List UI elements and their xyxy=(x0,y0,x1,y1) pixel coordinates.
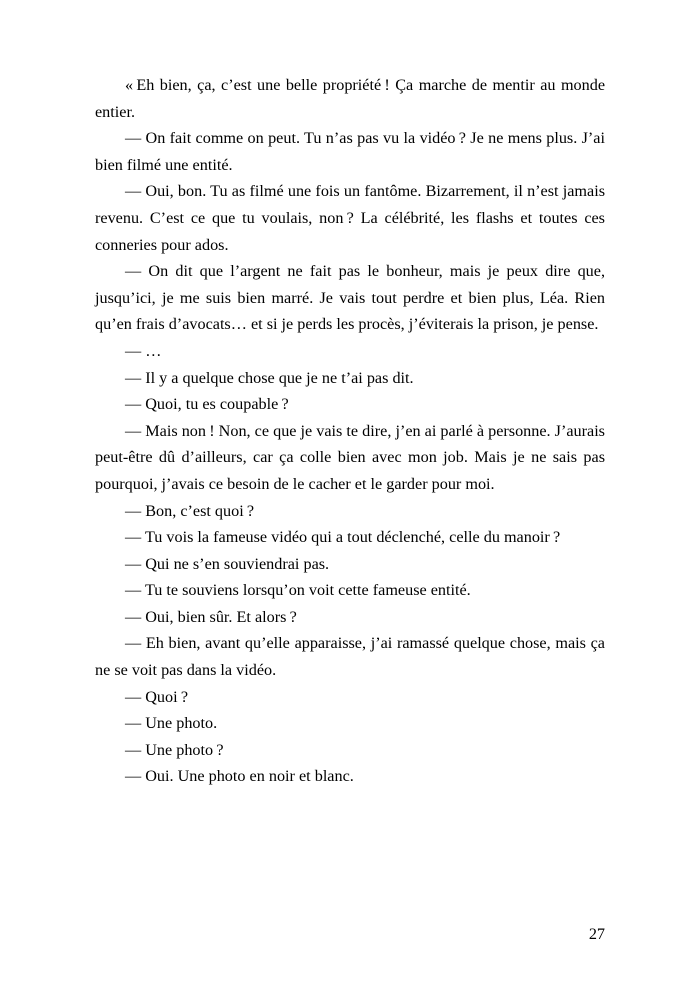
paragraph: — … xyxy=(125,341,162,360)
page-number: 27 xyxy=(588,925,605,943)
paragraph: — Quoi, tu es coupable ? xyxy=(125,395,289,414)
paragraph: — Oui, bien sûr. Et alors ? xyxy=(125,607,297,626)
paragraph: — Eh bien, avant qu’elle apparaisse, j’ai ramassé quelque chose, mais ça ne se voit pas dans la vidéo. xyxy=(95,634,605,680)
paragraph: « Eh bien, ça, c’est une belle propriété ! Ça marche de mentir au monde entier. xyxy=(95,76,605,121)
paragraph: — Tu te souviens lorsqu’on voit cette fameuse entité. xyxy=(125,581,471,600)
paragraph: — Oui. Une photo en noir et blanc. xyxy=(125,767,354,786)
paragraph: — Tu vois la fameuse vidéo qui a tout déclenché, celle du manoir ? xyxy=(125,528,561,547)
page-body-text xyxy=(95,72,605,790)
paragraph: — On dit que l’argent ne fait pas le bonheur, mais je peux dire que, jusqu’ici, je me suis bien marré. Je vais tout perdre et bien plus, Léa. Rien qu’en frais d’avocats… et si je perds les procès, j’éviterais la prison, je pense. xyxy=(95,262,605,334)
paragraph: — Mais non ! Non, ce que je vais te dire, j’en ai parlé à personne. J’aurais peut-être dû d’ailleurs, car ça colle bien avec mon job. Mais je ne sais pas pourquoi, j’avais ce besoin de le cacher et le garder pour moi. xyxy=(95,421,605,493)
paragraph: — On fait comme on peut. Tu n’as pas vu la vidéo ? Je ne mens plus. J’ai bien filmé une entité. xyxy=(95,129,605,174)
paragraph: — Qui ne s’en souviendrai pas. xyxy=(125,554,330,573)
paragraph: — Il y a quelque chose que je ne t’ai pas dit. xyxy=(125,368,414,387)
paragraph: — Oui, bon. Tu as filmé une fois un fantôme. Bizarrement, il n’est jamais revenu. C’est ce que tu voulais, non ? La célébrité, les flashs et toutes ces conneries pour ados. xyxy=(95,182,605,254)
paragraph: — Une photo ? xyxy=(125,740,224,759)
paragraph: — Quoi ? xyxy=(125,687,189,706)
paragraph: — Bon, c’est quoi ? xyxy=(125,501,255,520)
paragraph: — Une photo. xyxy=(125,714,218,733)
